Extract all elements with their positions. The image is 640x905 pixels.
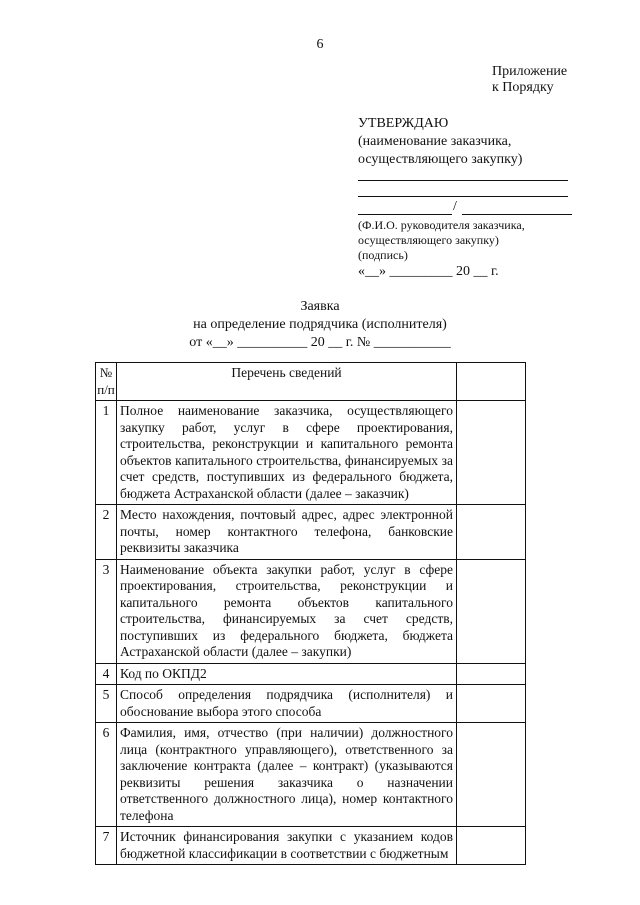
- table-row: [96, 505, 526, 560]
- row-description: Код по ОКПД2: [117, 663, 457, 685]
- row-number: 5: [96, 685, 117, 723]
- row-number: 4: [96, 663, 117, 685]
- table-row: [96, 723, 526, 827]
- row-value: [457, 685, 526, 723]
- appendix-line-1: Приложение: [492, 64, 568, 79]
- row-number: 3: [96, 559, 117, 663]
- approval-block: [358, 115, 598, 169]
- page-number: 6: [316, 37, 324, 52]
- row-description: Фамилия, имя, отчество (при наличии) должностного лица (контрактного управляющего), ответственного за заключение контракта (далее – контракт) (указываются реквизиты решения заказчика о назначении ответственного должностного лица), номер контактного телефона: [117, 723, 457, 827]
- information-table: [95, 362, 526, 865]
- table-header-row: [96, 363, 526, 401]
- row-description: Место нахождения, почтовый адрес, адрес электронной почты, номер контактного телефона, банковские реквизиты заказчика: [117, 505, 457, 560]
- document-date-number: от «__» __________ 20 __ г. № ___________: [189, 335, 451, 350]
- customer-caption-1: (наименование заказчика,: [358, 134, 512, 149]
- appendix-line-2: к Порядку: [492, 80, 554, 95]
- row-number: 7: [96, 827, 117, 865]
- document-title: Заявка: [300, 299, 340, 314]
- row-description: Наименование объекта закупки работ, услуг в сфере проектирования, строительства, реконструкции и капитального ремонта объектов капитального строительства, финансируемых за счет средств, поступивших из федерального бюджета, бюджета Астраханской области (далее – закупки): [117, 559, 457, 663]
- signature-slash: /: [453, 199, 457, 214]
- approval-title: УТВЕРЖДАЮ: [358, 116, 449, 131]
- table-row: [96, 827, 526, 865]
- table-row: [96, 401, 526, 505]
- row-value: [457, 559, 526, 663]
- row-number: 1: [96, 401, 117, 505]
- signature-line: [462, 214, 572, 215]
- customer-name-line-1: [358, 180, 568, 181]
- table-row: [96, 685, 526, 723]
- row-number: 2: [96, 505, 117, 560]
- header-value: [457, 363, 526, 401]
- header-description: Перечень сведений: [117, 363, 457, 401]
- table-row: [96, 663, 526, 685]
- customer-caption-2: осуществляющего закупку): [358, 152, 523, 167]
- document-subtitle: на определение подрядчика (исполнителя): [193, 317, 447, 332]
- row-value: [457, 505, 526, 560]
- head-name-line: [358, 214, 452, 215]
- row-value: [457, 663, 526, 685]
- customer-name-line-2: [358, 196, 568, 197]
- head-caption-2: осуществляющего закупку): [358, 233, 499, 247]
- row-value: [457, 401, 526, 505]
- row-description: Полное наименование заказчика, осуществляющего закупку работ, услуг в сфере проектирования, строительства, реконструкции и капитального ремонта объектов капитального строительства, финансируемых за счет средств, поступивших из федерального бюджета, бюджета Астраханской области (далее – заказчик): [117, 401, 457, 505]
- row-number: 6: [96, 723, 117, 827]
- table-row: [96, 559, 526, 663]
- appendix-label: [492, 64, 567, 96]
- row-description: Способ определения подрядчика (исполнителя) и обоснование выбора этого способа: [117, 685, 457, 723]
- head-caption-1: (Ф.И.О. руководителя заказчика,: [358, 218, 525, 232]
- row-value: [457, 723, 526, 827]
- approval-date: «__» _________ 20 __ г.: [358, 264, 499, 279]
- header-number: № п/п: [96, 363, 117, 401]
- row-description: Источник финансирования закупки с указанием кодов бюджетной классификации в соответствии с бюджетным: [117, 827, 457, 865]
- signature-caption: (подпись): [358, 248, 408, 262]
- row-value: [457, 827, 526, 865]
